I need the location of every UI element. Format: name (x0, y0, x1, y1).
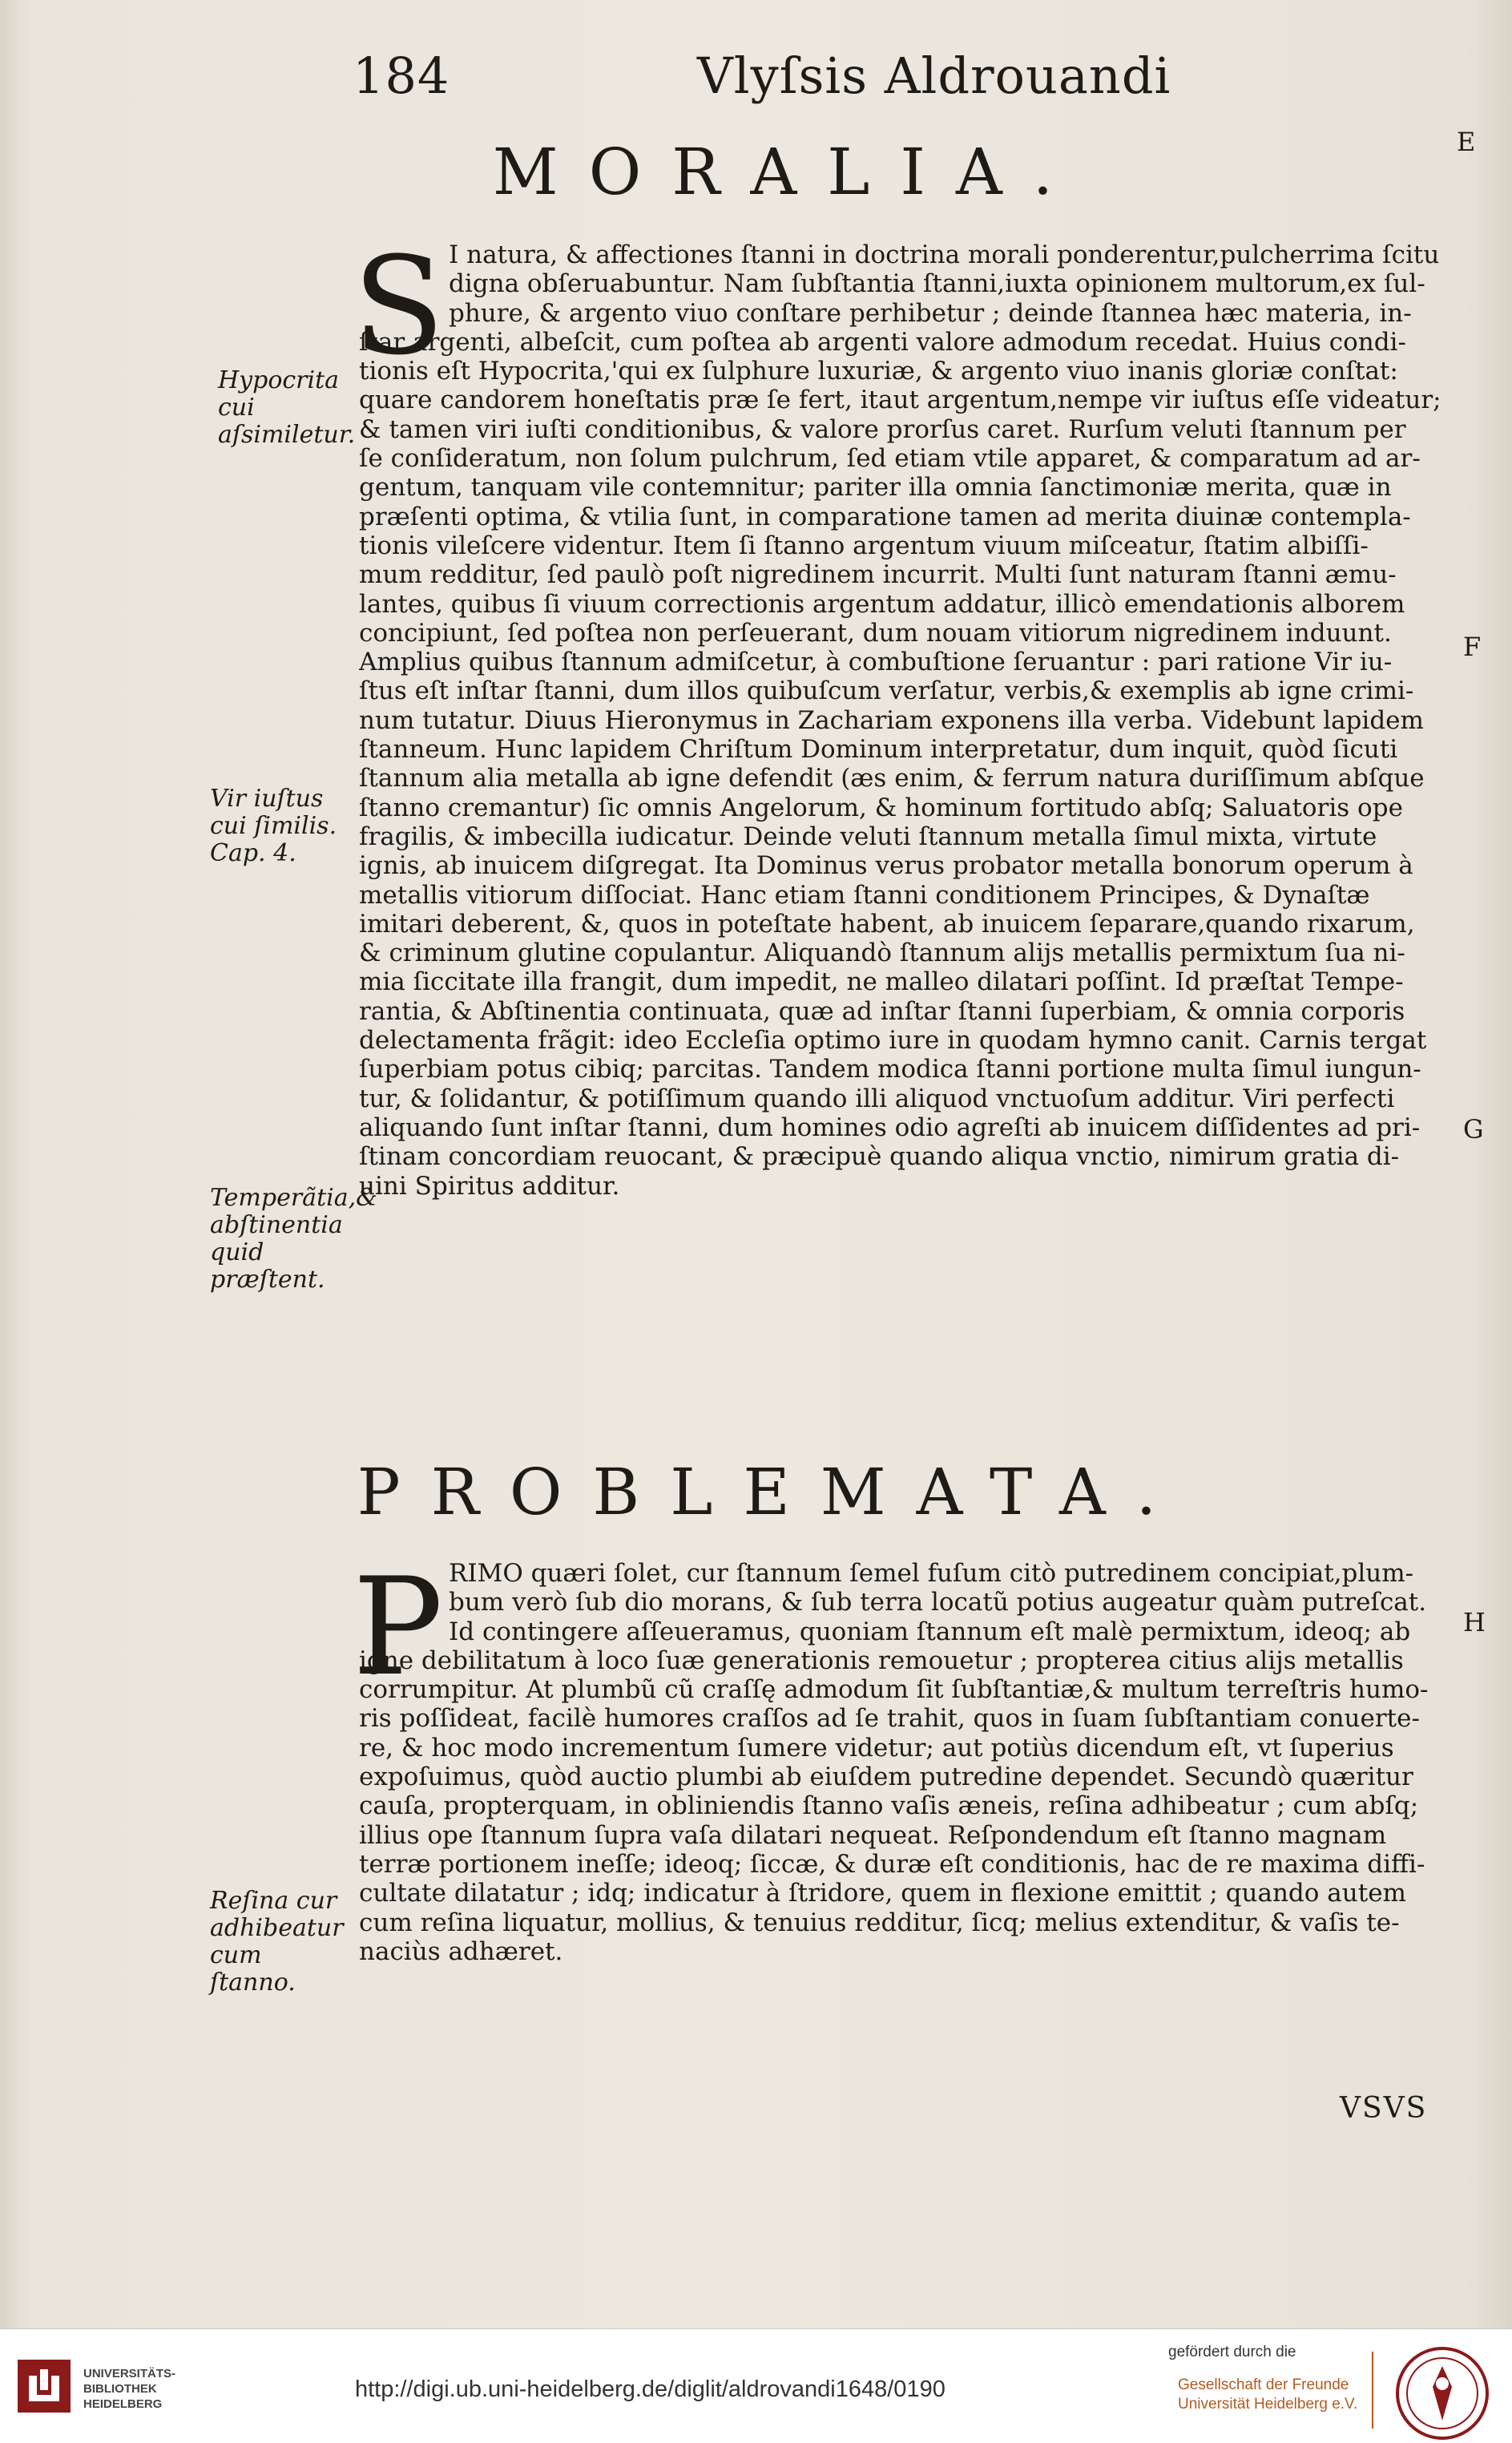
text-line: ignis, ab inuicem diſgregat. Ita Dominus verus probator metalla bonorum operum à (359, 851, 1413, 881)
text-line: ſtannum alia metalla ab igne defendit (æs enim, & ferrum natura duriſſimum abſque (359, 764, 1425, 793)
sponsor-label: gefördert durch die (1168, 2344, 1296, 2360)
text-line: Amplius quibus ſtannum admiſcetur, à combuſtione ſeruantur : pari ratione Vir iu- (359, 648, 1393, 677)
catchword: VSVS (1340, 2092, 1428, 2125)
text-line: præſenti optima, & vtilia ſunt, in comparatione tamen ad merita diuinæ contempla- (359, 502, 1411, 531)
text-line: metallis vitiorum diſſociat. Hanc etiam ſtanni conditionem Principes, & Dynaſtæ (359, 880, 1370, 910)
text-line: illius ope ſtannum ſupra vaſa dilatari nequeat. Reſpondendum eſt ſtanno magnam (359, 1820, 1387, 1850)
text-line: & tamen viri iuſti conditionibus, & valore prorſus caret. Rurſum veluti ſtannum per (359, 414, 1406, 444)
margin-note-resina: Reſina cur adhibeatur cum ſtanno. (210, 1887, 344, 1997)
moralia-text (359, 240, 1457, 1201)
text-line: I natura, & affectiones ſtanni in doctrina morali ponderentur,pulcherrima ſcitu (449, 240, 1440, 269)
drop-cap-s: S (353, 228, 446, 385)
text-line: re, & hoc modo incrementum ſumere videtur; aut potiùs dicendum eſt, vt ſuperius (359, 1733, 1394, 1763)
margin-note-hypocrita: Hypocrita cui aſsimiletur. (218, 366, 356, 449)
drop-cap-p: P (353, 1549, 444, 1706)
text-line: ſe conſideratum, non ſolum pulchrum, ſed etiam vtile apparet, & comparatum ad ar- (359, 444, 1421, 474)
text-line: lantes, quibus ſi viuum correctionis argentum addatur, illicò emendationis alborem (359, 589, 1405, 619)
text-line: corrumpitur. At plumbũ cũ craſſę admodum ſit ſubſtantiæ,& multum terreſtris humo- (359, 1675, 1429, 1705)
text-line: imitari deberent, &, quos in poteſtate habent, ab inuicem ſeparare,quando rixarum, (359, 909, 1415, 939)
text-line: ris poſſideat, facilè humores craſſos ad ſe trahit, quos in ſuam ſubſtantiam conuerte- (359, 1704, 1420, 1734)
text-line: naciùs adhæret. (359, 1936, 563, 1966)
section-letter-f: F (1463, 632, 1482, 662)
sponsor-divider (1372, 2352, 1373, 2429)
text-line: rantia, & Abſtinentia continuata, quæ ad inſtar ſtanni ſuperbiam, & omnia corporis (359, 996, 1405, 1026)
text-line: phure, & argento viuo conſtare perhibetur ; deinde ſtannea hæc materia, in- (449, 298, 1412, 328)
text-line: tur, & ſolidantur, & potiſſimum quando illi aliquod vnctuoſum additur. Viri perfecti (359, 1084, 1395, 1113)
text-line: uini Spiritus additur. (359, 1171, 620, 1201)
text-line: delectamenta frãgit: ideo Eccleſia optimo iure in quodam hymno canit. Carnis tergat (359, 1026, 1427, 1056)
text-line: ſtanno cremantur) ſic omnis Angelorum, & hominum fortitudo abſq; Saluatoris ope (359, 793, 1403, 822)
permalink-url[interactable]: http://digi.ub.uni-heidelberg.de/diglit/aldrovandi1648/0190 (355, 2376, 946, 2402)
heading-moralia: MORALIA. (492, 135, 1084, 209)
section-letter-h: H (1463, 1607, 1486, 1637)
viewer-footer (0, 2328, 1512, 2443)
problemata-text (359, 1559, 1457, 1966)
text-line: expoſuimus, quòd auctio plumbi ab eiuſdem putredine dependet. Secundò quæritur (359, 1763, 1413, 1792)
text-line: gentum, tanquam vile contemnitur; pariter illa omnia ſanctimoniæ merita, quæ in (359, 473, 1392, 503)
text-line: & criminum glutine copulantur. Aliquandò ſtannum alijs metallis permixtum ſua ni- (359, 939, 1405, 968)
heading-problemata: PROBLEMATA. (357, 1455, 1187, 1529)
text-line: mum redditur, ſed paulò poſt nigredinem incurrit. Multi ſunt naturam ſtanni æmu- (359, 560, 1397, 590)
text-line: ſtinam concordiam reuocant, & præcipuè quando aliqua vnctio, nimirum gratia di- (359, 1142, 1400, 1172)
text-line: digna obſeruabuntur. Nam ſubſtantia ſtanni,iuxta opinionem multorum,ex ſul- (449, 269, 1425, 299)
sponsor-name: Gesellschaft der Freunde Universität Heidelberg e.V. (1178, 2376, 1358, 2413)
text-line: cauſa, propterquam, in obliniendis ſtanno vaſis æneis, reſina adhibeatur ; cum abſq; (359, 1791, 1419, 1821)
text-line: Id contingere aſſeueramus, quoniam ſtannum eſt malè permixtum, ideoq; ab (449, 1617, 1411, 1646)
text-line: tionis eſt Hypocrita,'qui ex ſulphure luxuriæ, & argento viuo inanis gloriæ conſtat: (359, 357, 1398, 386)
text-line: concipiunt, ſed poſtea non perſeuerant, dum nouam vitiorum nigredinem induunt. (359, 618, 1392, 648)
text-line: cum reſina liquatur, mollius, & tenuius redditur, ſicq; melius extenditur, & vaſis te- (359, 1908, 1400, 1937)
text-line: mia ſiccitate illa frangit, dum impedit, ne malleo dilatari poſſint. Id præſtat Tempe- (359, 967, 1404, 997)
text-line: num tutatur. Diuus Hieronymus in Zachariam exponens illa verba. Videbunt lapidem (359, 705, 1424, 735)
text-line: ſtar argenti, albeſcit, cum poſtea ab argenti valore admodum recedat. Huius condi- (359, 327, 1406, 357)
section-letter-e: E (1457, 127, 1476, 157)
text-line: tionis vileſcere videntur. Item ſi ſtanno argentum viuum miſceatur, ſtatim albiſſi- (359, 531, 1369, 560)
margin-note-vir-iustus: Vir iuſtus cui ſimilis. Cap. 4. (210, 785, 337, 867)
text-line: bum verò ſub dio morans, & ſub terra locatũ potius augeatur quàm putreſcat. (449, 1588, 1427, 1617)
text-line: quare candorem honeſtatis præ ſe fert, itaut argentum,nempe vir iuſtus eſſe videatur; (359, 386, 1441, 415)
text-line: aliquando ſunt inſtar ſtanni, dum homines odio agreſti ab inuicem diſſidentes ad pri- (359, 1112, 1421, 1142)
section-letter-g: G (1463, 1114, 1484, 1145)
text-line: RIMO quæri ſolet, cur ſtannum ſemel fuſum citò putredinem concipiat,plum- (449, 1559, 1414, 1588)
text-line: igne debilitatum à loco ſuæ generationis remouetur ; propterea citius alijs metallis (359, 1645, 1404, 1675)
text-line: ſtus eſt inſtar ſtanni, dum illos quibuſcum verſatur, verbis,& exemplis ab igne crimi- (359, 676, 1414, 706)
margin-note-temperantia: Temperãtia,& abſtinentia quid præſtent. (210, 1184, 377, 1294)
library-name: UNIVERSITÄTS- BIBLIOTHEK HEIDELBERG (83, 2367, 176, 2411)
university-seal-icon (1394, 2345, 1490, 2441)
text-line: ſuperbiam potus cibiq; parcitas. Tandem modica ſtanni portione multa ſimul iungun- (359, 1055, 1421, 1084)
running-title: Vlyſsis Aldrouandi (697, 46, 1171, 105)
text-line: ſtanneum. Hunc lapidem Chriſtum Dominum interpretatur, dum inquit, quòd ſicuti (359, 735, 1398, 765)
text-line: fragilis, & imbecilla iudicatur. Deinde veluti ſtannum metalla ſimul mixta, virtute (359, 822, 1377, 851)
page-number: 184 (353, 46, 450, 105)
text-line: terræ portionem ineſſe; ideoq; ſiccæ, & duræ eſt conditionis, hac de re maxima diffi- (359, 1849, 1425, 1879)
university-library-logo-icon (18, 2360, 71, 2413)
text-line: cultate dilatatur ; idq; indicatur à ſtridore, quem in flexione emittit ; quando autem (359, 1879, 1406, 1908)
